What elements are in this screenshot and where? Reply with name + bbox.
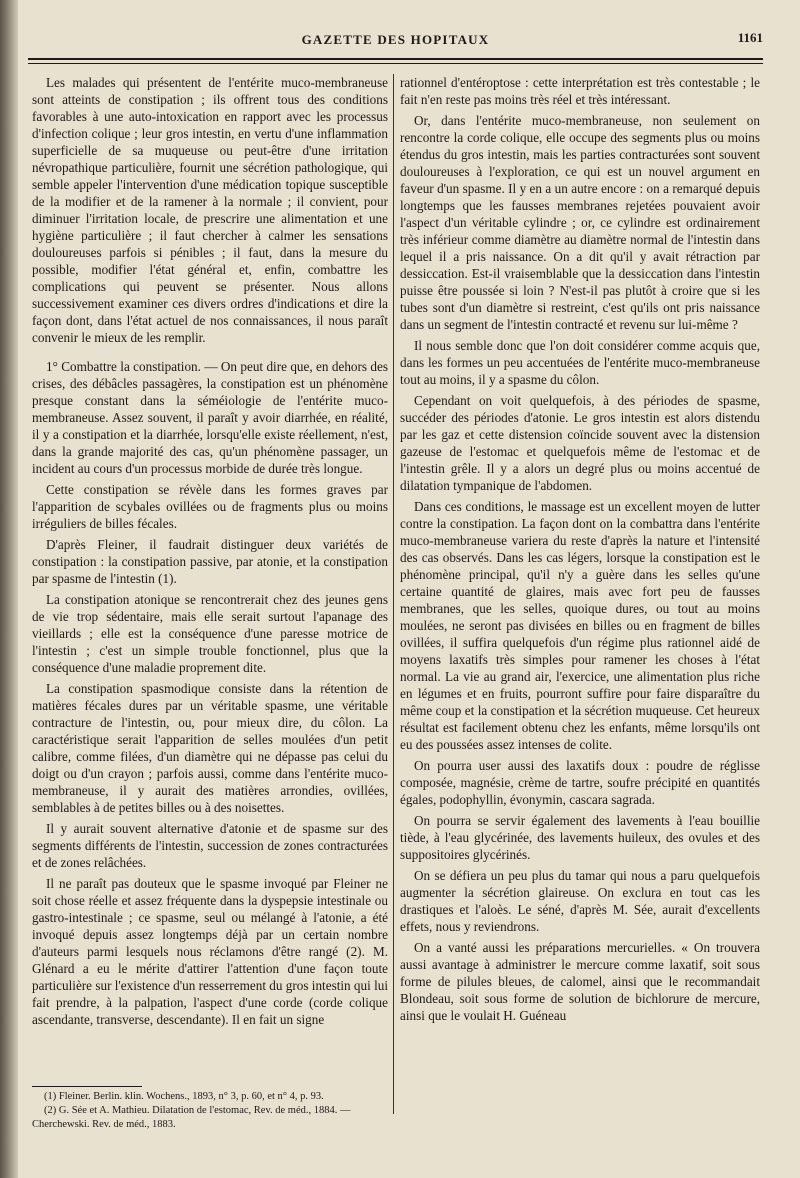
paragraph: La constipation spasmodique consiste dans la rétention de matières fécales dures par un véritable spasme, une véritable contracture de l'intestin, ou, pour mieux dire, du côlon. La caractéristique serait l'apparition de selles moulées d'un petit calibre, comme filées, d'un diamètre qui ne dépasse pas celui du doigt ou d'un crayon ; parfois aussi, comme dans l'entérite muco-membraneuse, il y aurait des matières arrondies, ovillées, semblables à de petites billes ou à des noisettes. bbox=[32, 681, 388, 815]
footnote: (2) G. Sée et A. Mathieu. Dilatation de l'estomac, Rev. de méd., 1884. — Cherchewski. Rev. de méd., 1883. bbox=[32, 1105, 351, 1130]
page-header bbox=[28, 30, 763, 52]
page-binding-shadow bbox=[0, 0, 18, 1178]
running-title: GAZETTE DES HOPITAUX bbox=[301, 32, 490, 47]
paragraph: Il nous semble donc que l'on doit considérer comme acquis que, dans les formes un peu accentuées de l'entérite muco-membraneuse tout au moins, il y a spasme du côlon. bbox=[400, 338, 760, 387]
paragraph: On se défiera un peu plus du tamar qui nous a paru quelquefois augmenter la sécrétion glaireuse. On exclura en tout cas les drastiques et l'aloès. Le séné, d'après M. Sée, aurait d'excellents effets, nous y reviendrons. bbox=[400, 868, 760, 934]
header-rule-thin bbox=[28, 63, 763, 64]
paragraph: Il ne paraît pas douteux que le spasme invoqué par Fleiner ne soit chose réelle et assez fréquente dans la dyspepsie intestinale ou gastro-intestinale ; ce spasme, seul ou mélangé à l'atonie, a été invoqué depuis assez longtemps déjà par un certain nombre d'auteurs parmi lesquels nous réclamons d'être rangé (2). M. Glénard a eu le mérite d'attirer l'attention d'une façon toute particulière sur l'existence d'un resserrement du gros intestin qui lui fait prendre, à la palpation, l'aspect d'une corde (corde colique ascendante, transverse, descendante). Il en fait un signe bbox=[32, 876, 388, 1027]
paragraph: La constipation atonique se rencontrerait chez des jeunes gens de vie trop sédentaire, mais elle serait surtout l'apanage des vieillards ; elle est la conséquence d'une paresse motrice de l'intestin ; c'est un simple trouble fonctionnel, plus que la conséquence d'une maladie proprement dite. bbox=[32, 592, 388, 675]
page-number: 1161 bbox=[737, 30, 763, 45]
footnote-rule bbox=[32, 1086, 142, 1087]
paragraph: Dans ces conditions, le massage est un excellent moyen de lutter contre la constipation. La façon dont on la combattra dans l'entérite muco-membraneuse variera du reste d'après la nature et l'intensité des cas observés. Dans les cas légers, lorsque la constipation est le phénomène principal, qu'il n'y a guère dans les selles qu'une certaine quantité de glaires, mais avec fort peu de fausses membranes, que les selles, quoique dures, ou tout au moins moulées, ne seront pas divisées en billes ou en fragment de billes ovillées, il suffira quelquefois d'un régime plus rationnel aidé de moyens laxatifs très simples pour ramener les choses à l'état normal. La vie au grand air, l'exercice, une alimentation plus riche en légumes et en fruits, pourront suffire pour faire disparaître du même coup et la constipation et la sécrétion muqueuse. Cet heureux résultat est facilement obtenu chez les enfants, même lorsqu'ils ont eu des poussées assez intenses de colite. bbox=[400, 499, 760, 752]
header-rule-thick bbox=[28, 58, 763, 60]
paragraph: 1° Combattre la constipation. — On peut dire que, en dehors des crises, des débâcles passagères, la constipation est un phénomène presque constant dans la séméiologie de l'entérite muco-membraneuse. Assez souvent, il paraît y avoir diarrhée, en réalité, il y a constipation et la diarrhée, lorsqu'elle existe réellement, n'est, dans la grande majorité des cas, qu'un phénomène passager, un incident au cours d'un processus morbide de durée très longue. bbox=[32, 359, 388, 476]
paragraph: Les malades qui présentent de l'entérite muco-membraneuse sont atteints de constipation ; ils offrent tous des conditions favorables à une auto-intoxication en rapport avec les processus d'infection colique ; leur gros intestin, en vertu d'une inflammation superficielle de sa muqueuse ou peut-être d'une irritation névropathique particulière, fournit une sécrétion pathologique, qui semble appeler l'intervention d'une médication topique susceptible de la modifier et de la ramener à la normale ; il convient, pour diminuer l'irritation locale, de prescrire une alimentation et une hygiène particulière ; il faut chercher à calmer les sensations douloureuses parfois si pénibles ; il faut, dans la mesure du possible, modifier l'état général et, enfin, combattre les complications qui peuvent se présenter. Nous allons successivement examiner ces divers ordres d'indications et dire la façon dont, dans l'état actuel de nos connaissances, il nous paraît convenir le mieux de les remplir. bbox=[32, 75, 388, 345]
footnotes bbox=[32, 1090, 388, 1132]
paragraph: Cependant on voit quelquefois, à des périodes de spasme, succéder des périodes d'atonie. Le gros intestin est alors distendu par les gaz et cette distension coïncide souvent avec la distension gazeuse de l'estomac et quelquefois même de l'estomac et de l'intestin grêle. Il y a alors un degré plus ou moins accentué de dilatation tympanique de l'abdomen. bbox=[400, 393, 760, 493]
paragraph: Il y aurait souvent alternative d'atonie et de spasme sur des segments différents de l'intestin, succession de zones contracturées et de zones relâchées. bbox=[32, 821, 388, 870]
newspaper-page bbox=[28, 0, 792, 1178]
right-column bbox=[400, 74, 760, 1024]
paragraph: On pourra user aussi des laxatifs doux : poudre de réglisse composée, magnésie, crème de tartre, soufre précipité en quantités égales, podophyllin, évonymin, cascara sagrada. bbox=[400, 758, 760, 807]
column-divider bbox=[393, 74, 394, 1114]
paragraph: Or, dans l'entérite muco-membraneuse, non seulement on rencontre la corde colique, elle occupe des segments plus ou moins étendus du gros intestin, mais les parties contracturées sont souvent douloureuses à l'exploration, ce qui est un nouvel argument en faveur d'un spasme. Il y en a un autre encore : on a remarqué depuis longtemps que les fausses membranes rejetées pouvaient avoir l'aspect d'un véritable cylindre ; or, ce cylindre est ordinairement très inférieur comme diamètre au diamètre normal de l'intestin dans lequel il a pris naissance. On a dit qu'il y avait rétraction par dessiccation. Est-il vraisemblable que la dessiccation dans l'intestin puisse être poussée si loin ? N'est-il pas plutôt à croire que si les tubes sont d'un diamètre si restreint, c'est qu'ils ont pris naissance dans un segment de l'intestin contracté et revenu sur lui-même ? bbox=[400, 113, 760, 332]
paragraph: On pourra se servir également des lavements à l'eau bouillie tiède, à l'eau glycérinée, des lavements huileux, des ovules et des suppositoires glycérinés. bbox=[400, 813, 760, 862]
paragraph: On a vanté aussi les préparations mercurielles. « On trouvera aussi avantage à administrer le mercure comme laxatif, soit sous forme de pilules bleues, de calomel, ainsi que le recommandait Blondeau, soit sous forme de solution de bichlorure de mercure, ainsi que le voulait H. Guéneau bbox=[400, 940, 760, 1023]
left-column bbox=[32, 74, 388, 1028]
paragraph: D'après Fleiner, il faudrait distinguer deux variétés de constipation : la constipation passive, par atonie, et la constipation par spasme de l'intestin (1). bbox=[32, 537, 388, 586]
footnote: (1) Fleiner. Berlin. klin. Wochens., 1893, n° 3, p. 60, et n° 4, p. 93. bbox=[44, 1091, 324, 1102]
paragraph: rationnel d'entéroptose : cette interprétation est très contestable ; le fait n'en reste pas moins très réel et très intéressant. bbox=[400, 75, 760, 107]
paragraph: Cette constipation se révèle dans les formes graves par l'apparition de scybales ovillées ou de fragments plus ou moins irréguliers de billes fécales. bbox=[32, 482, 388, 531]
